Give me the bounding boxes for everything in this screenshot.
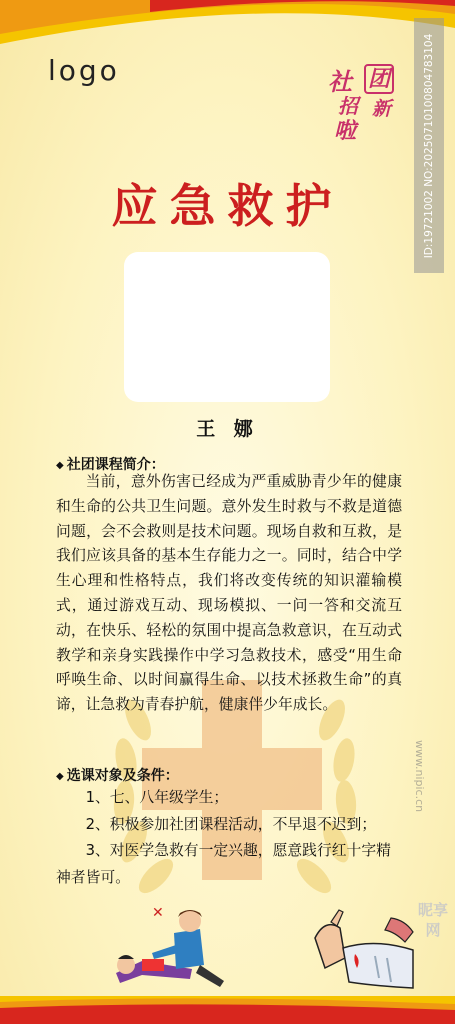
stamp-char: 新 [372,98,392,120]
svg-text:✕: ✕ [152,905,164,921]
photo-placeholder [124,252,330,402]
stamp-char: 社 [328,67,352,96]
stamp-char: 啦 [334,118,357,144]
conditions-list [56,785,402,891]
condition-item: 3、对医学急救有一定兴趣，愿意践行红十字精神者皆可。 [56,842,391,886]
stamp-char: 团 [364,64,394,94]
watermark-id-text: ID:19721002 NO:20250710100804783104 [423,33,435,258]
top-swoosh-decoration [0,0,455,60]
logo-placeholder: logo [48,54,120,87]
conditions-heading [56,765,179,785]
conditions-heading-text: 选课对象及条件： [66,768,179,784]
site-watermark: www.nipic.cn [413,740,426,813]
intro-paragraph: 当前，意外伤害已经成为严重威胁青少年的健康和生命的公共卫生问题。意外发生时救与不救是道德问题，会不会救则是技术问题。现场自救和互救，是我们应该具备的基本生存能力之一。同时，结合中学生心理和性格特点，我们将改变传统的知识灌输模式，通过游戏互动、现场模拟、一问一答和交流互动，在快乐、轻松的氛围中提高急救意识，在互动式教学和亲身实践操作中学习急救技术，感受“用生命呼唤生命、以时间赢得生命、以技术拯救生命”的真谛，让急救为青春护航，健康伴少年成长。 [56,473,402,714]
first-aid-cartoon-illustration [112,903,232,993]
poster-title: 应急救护 [111,179,344,233]
recruit-stamp [326,60,408,142]
stamp-char: 招 [338,94,358,118]
brand-watermark: 昵享网 [418,901,449,939]
intro-heading-text: 社团课程简介： [66,457,165,473]
condition-item: 1、七、八年级学生； [85,789,229,806]
diamond-bullet-icon: ◆ [56,771,64,782]
bottom-band-decoration [0,996,455,1024]
diamond-bullet-icon: ◆ [56,460,64,471]
condition-item: 2、积极参加社团课程活动，不早退不迟到； [85,815,377,833]
bandage-hand-illustration [295,898,415,998]
teacher-name: 王 娜 [196,418,259,440]
